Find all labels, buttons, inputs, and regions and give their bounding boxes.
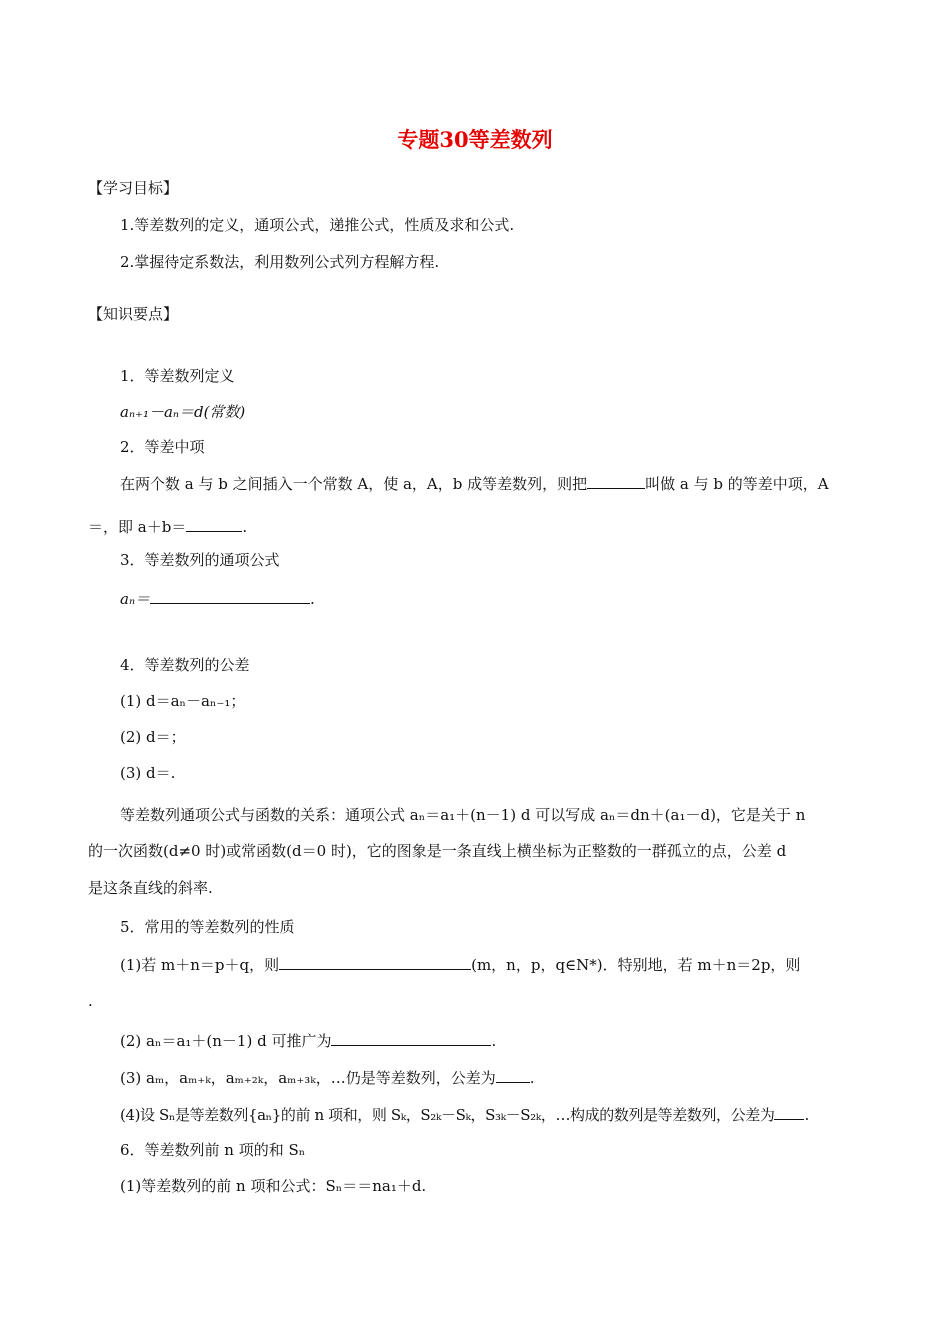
point-5-item-4-a: (4)设 Sₙ是等差数列{aₙ}的前 n 项和，则 Sₖ，S₂ₖ－Sₖ，S₃ₖ－S₂ₖ，…构成的数列是等差数列，公差为	[120, 1106, 775, 1124]
point-4-text-3: 是这条直线的斜率.	[88, 879, 213, 897]
answer-blank[interactable]	[496, 1067, 530, 1083]
point-4-item-1: (1) d＝aₙ－aₙ₋₁；	[120, 692, 246, 710]
point-2-text-line-1	[120, 473, 829, 494]
point-5-item-1-end: .	[88, 992, 93, 1010]
point-2-text-line-2	[88, 516, 247, 537]
point-4-item-3: (3) d＝.	[120, 764, 176, 782]
page-title: 专题30等差数列	[397, 127, 553, 152]
answer-blank[interactable]	[774, 1104, 804, 1120]
point-4-item-2: (2) d＝；	[120, 728, 186, 746]
point-6-item-1: (1)等差数列的前 n 项和公式：Sₙ＝＝na₁＋d.	[120, 1177, 427, 1195]
answer-blank[interactable]	[587, 473, 645, 489]
point-3-formula-b: .	[310, 590, 315, 608]
point-3-formula	[120, 588, 315, 609]
point-2-text-a: 在两个数 a 与 b 之间插入一个常数 A，使 a，A，b 成等差数列，则把	[120, 475, 588, 493]
point-2-text-c: ＝，即 a＋b＝	[88, 518, 187, 536]
point-3-formula-a: aₙ＝	[120, 590, 151, 608]
point-4-text-1: 等差数列通项公式与函数的关系：通项公式 aₙ＝a₁＋(n－1) d 可以写成 aₙ＝dn＋(a₁－d)，它是关于 n	[120, 806, 806, 824]
point-5-item-1	[120, 954, 800, 975]
point-5-item-1-b: (m，n，p，q∈N*)．特别地，若 m＋n＝2p，则	[471, 956, 801, 974]
point-5-item-3	[120, 1067, 535, 1088]
point-5-item-4-b: .	[804, 1106, 809, 1124]
point-5-item-1-a: (1)若 m＋n＝p＋q，则	[120, 956, 280, 974]
point-2-text-d: .	[242, 518, 248, 536]
point-5-heading: 5．常用的等差数列的性质	[120, 918, 295, 936]
point-5-item-3-a: (3) aₘ，aₘ₊ₖ，aₘ₊₂ₖ，aₘ₊₃ₖ，…仍是等差数列，公差为	[120, 1069, 496, 1087]
answer-blank[interactable]	[331, 1030, 491, 1046]
point-5-item-2-b: .	[491, 1032, 497, 1050]
goal-1: 1.等差数列的定义，通项公式，递推公式，性质及求和公式.	[120, 216, 515, 234]
points-heading: 【知识要点】	[88, 305, 179, 323]
point-4-text-2: 的一次函数(d≠0 时)或常函数(d＝0 时)，它的图象是一条直线上横坐标为正整数的一群孤立的点，公差 d	[88, 842, 787, 860]
point-4-heading: 4．等差数列的公差	[120, 656, 250, 674]
point-2-text-b: 叫做 a 与 b 的等差中项，A	[645, 475, 829, 493]
point-2-heading: 2．等差中项	[120, 438, 205, 456]
answer-blank[interactable]	[186, 516, 242, 532]
point-1-formula: aₙ₊₁－aₙ＝d(常数)	[120, 403, 246, 421]
goal-2: 2.掌握待定系数法，利用数列公式列方程解方程.	[120, 253, 440, 271]
answer-blank[interactable]	[279, 954, 471, 970]
point-1-heading: 1．等差数列定义	[120, 367, 235, 385]
point-5-item-2-a: (2) aₙ＝a₁＋(n－1) d 可推广为	[120, 1032, 332, 1050]
goals-heading: 【学习目标】	[88, 179, 179, 197]
point-6-heading: 6．等差数列前 n 项的和 Sₙ	[120, 1141, 306, 1159]
point-5-item-3-b: .	[529, 1069, 535, 1087]
point-3-heading: 3．等差数列的通项公式	[120, 551, 280, 569]
point-5-item-2	[120, 1030, 496, 1051]
answer-blank[interactable]	[150, 588, 310, 604]
point-5-item-4	[120, 1104, 809, 1125]
